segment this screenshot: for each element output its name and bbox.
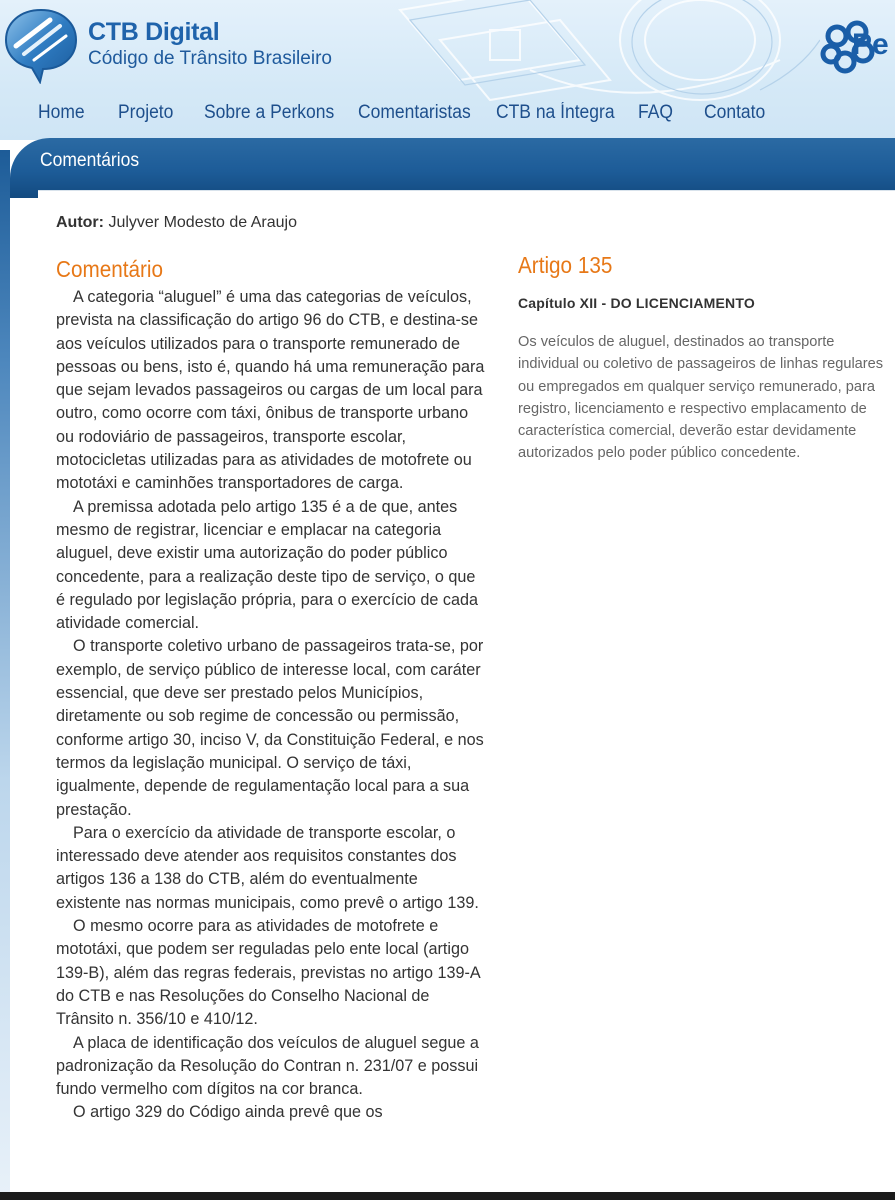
comment-paragraph: O mesmo ocorre para as atividades de motofrete e mototáxi, que podem ser reguladas pelo ente local (artigo 139-B), além das regras federais, previstas no artigo 139-A do CTB e nas Resoluções do Conselho Nacional de Trânsito n. 356/10 e 410/12. [56,917,480,1029]
nav-ctb-na-integra[interactable]: CTB na Íntegra [496,102,615,123]
left-rail-decoration [0,150,10,1200]
nav-projeto[interactable]: Projeto [118,102,174,123]
header-decoration [380,0,820,110]
bottom-edge [0,1192,895,1200]
comment-paragraph: O artigo 329 do Código ainda prevê que os [73,1103,383,1122]
nav-contato[interactable]: Contato [704,102,766,123]
comment-heading: Comentário [56,256,164,282]
site-header [0,0,895,140]
partner-logo-text: Pe [852,28,889,61]
author-name: Julyver Modesto de Araujo [108,214,297,231]
site-title[interactable]: CTB Digital [88,18,220,46]
comment-paragraph: A categoria “aluguel” é uma das categorias de veículos, prevista na classificação do artigo 96 do CTB, e destina-se aos veículos utilizados para o transporte remunerado de pessoas ou bens, isto é, quando há uma remuneração para que sejam levados passageiros ou cargas de um local para outro, como ocorre com táxi, ônibus de transporte urbano ou rodoviário de passageiros, transporte escolar, motocicletas utilizadas para as atividades de motofrete ou mototáxi e caminhões transportadores de carga. [56,288,485,493]
article-heading: Artigo 135 [518,252,613,278]
nav-faq[interactable]: FAQ [638,102,673,123]
author-label: Autor: [56,214,104,231]
article-text: Os veículos de aluguel, destinados ao transporte individual ou coletivo de passageiros de linhas regulares ou empregados em qualquer serviço remunerado, para registro, licenciamento e respectivo emplacamento de característica comercial, deverão estar devidamente autorizados pelo poder público concedente. [518,334,884,462]
comment-body [56,286,486,1125]
section-bar [10,138,895,198]
comment-paragraph: Para o exercício da atividade de transporte escolar, o interessado deve atender aos requisitos constantes dos artigos 136 a 138 do CTB, além do eventualmente existente nas normas municipais, como prevê o artigo 139. [56,823,479,912]
site-subtitle: Código de Trânsito Brasileiro [88,48,332,69]
comment-paragraph: O transporte coletivo urbano de passageiros trata-se, por exemplo, de serviço público de interesse local, com caráter essencial, que deve ser prestado pelos Municípios, diretamente ou sob regime de concessão ou permissão, conforme artigo 30, inciso V, da Constituição Federal, e nos termos da legislação municipal. O serviço de táxi, igualmente, depende de regulamentação local para a sua prestação. [56,637,484,819]
comment-paragraph: A placa de identificação dos veículos de aluguel segue a padronização da Resolução do Contran n. 231/07 e possui fundo vermelho com dígitos na cor branca. [56,1033,479,1099]
nav-comentaristas[interactable]: Comentaristas [358,102,471,123]
author-line [56,214,297,232]
nav-home[interactable]: Home [38,102,85,123]
ctb-logo-icon[interactable] [2,6,80,84]
comment-paragraph: A premissa adotada pelo artigo 135 é a de que, antes mesmo de registrar, licenciar e emplacar na categoria aluguel, deve existir uma autorização do poder público concedente, para a realização deste tipo de serviço, o que é regulado por legislação própria, para o exercício de cada atividade comercial. [56,497,479,633]
nav-sobre-a-perkons[interactable]: Sobre a Perkons [204,102,335,123]
chapter-title: Capítulo XII - DO LICENCIAMENTO [518,295,755,311]
section-title: Comentários [40,150,140,171]
